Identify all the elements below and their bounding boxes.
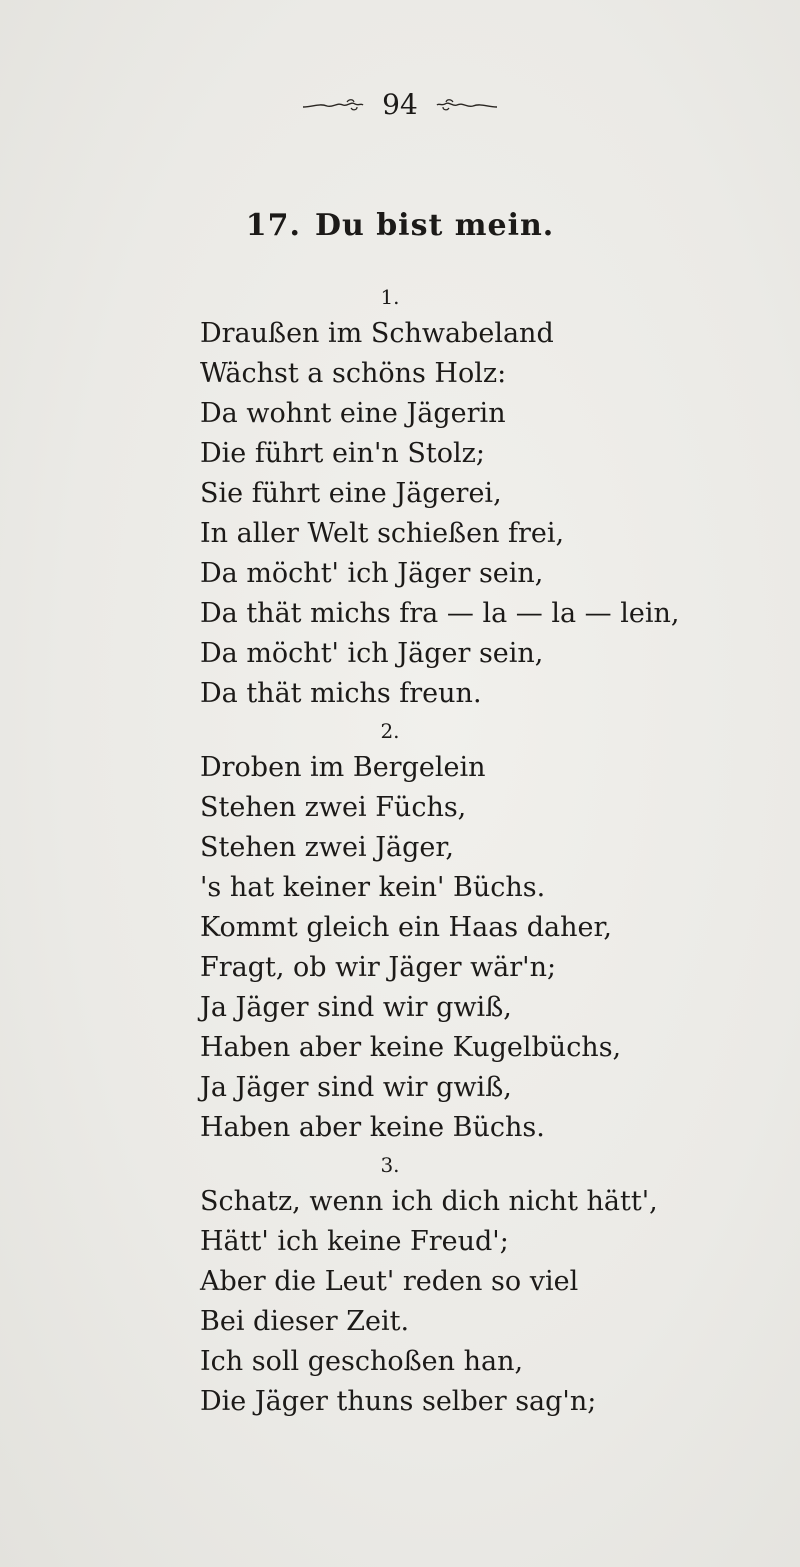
stanza-number: 2.	[380, 719, 400, 743]
verse-line: Draußen im Schwabeland	[200, 318, 554, 349]
verse-line: Sie führt eine Jägerei,	[200, 478, 502, 509]
verse-line: Ja Jäger sind wir gwiß,	[200, 1072, 512, 1103]
verse-line: Da thät michs fra — la — la — lein,	[200, 598, 680, 629]
poem-title-text: Du bist mein.	[314, 208, 555, 243]
verse-line: Aber die Leut' reden so viel	[200, 1266, 579, 1297]
verse-line: Die führt ein'n Stolz;	[200, 438, 485, 469]
page-header	[0, 88, 800, 128]
verse-line: Da möcht' ich Jäger sein,	[200, 638, 544, 669]
verse-line: Hätt' ich keine Freud';	[200, 1226, 509, 1257]
stanza-number: 1.	[380, 285, 400, 309]
verse-line: Da wohnt eine Jägerin	[200, 398, 506, 429]
verse-line: Da thät michs freun.	[200, 678, 482, 709]
poem-title	[0, 208, 800, 243]
verse-line: Haben aber keine Kugelbüchs,	[200, 1032, 622, 1063]
verse-line: Haben aber keine Büchs.	[200, 1112, 545, 1143]
verse-line: Die Jäger thuns selber sag'n;	[200, 1386, 597, 1417]
verse-line: Schatz, wenn ich dich nicht hätt',	[200, 1186, 658, 1217]
poem-number: 17.	[245, 208, 301, 243]
verse-line: Droben im Bergelein	[200, 752, 486, 783]
verse-line: Ja Jäger sind wir gwiß,	[200, 992, 512, 1023]
verse-line: Bei dieser Zeit.	[200, 1306, 410, 1337]
page-number: 94	[382, 88, 418, 121]
verse-line: Fragt, ob wir Jäger wär'n;	[200, 952, 557, 983]
verse-line: In aller Welt schießen frei,	[200, 518, 565, 549]
poem-body	[200, 280, 760, 1422]
verse-line: Da möcht' ich Jäger sein,	[200, 558, 544, 589]
left-flourish-icon	[301, 98, 365, 112]
verse-line: Stehen zwei Jäger,	[200, 832, 454, 863]
verse-line: Stehen zwei Füchs,	[200, 792, 467, 823]
right-flourish-icon	[435, 98, 499, 112]
verse-line: Ich soll geschoßen han,	[200, 1346, 524, 1377]
verse-line: 's hat keiner kein' Büchs.	[200, 872, 546, 903]
verse-line: Wächst a schöns Holz:	[200, 358, 507, 389]
stanza-number: 3.	[380, 1153, 400, 1177]
verse-line: Kommt gleich ein Haas daher,	[200, 912, 613, 943]
